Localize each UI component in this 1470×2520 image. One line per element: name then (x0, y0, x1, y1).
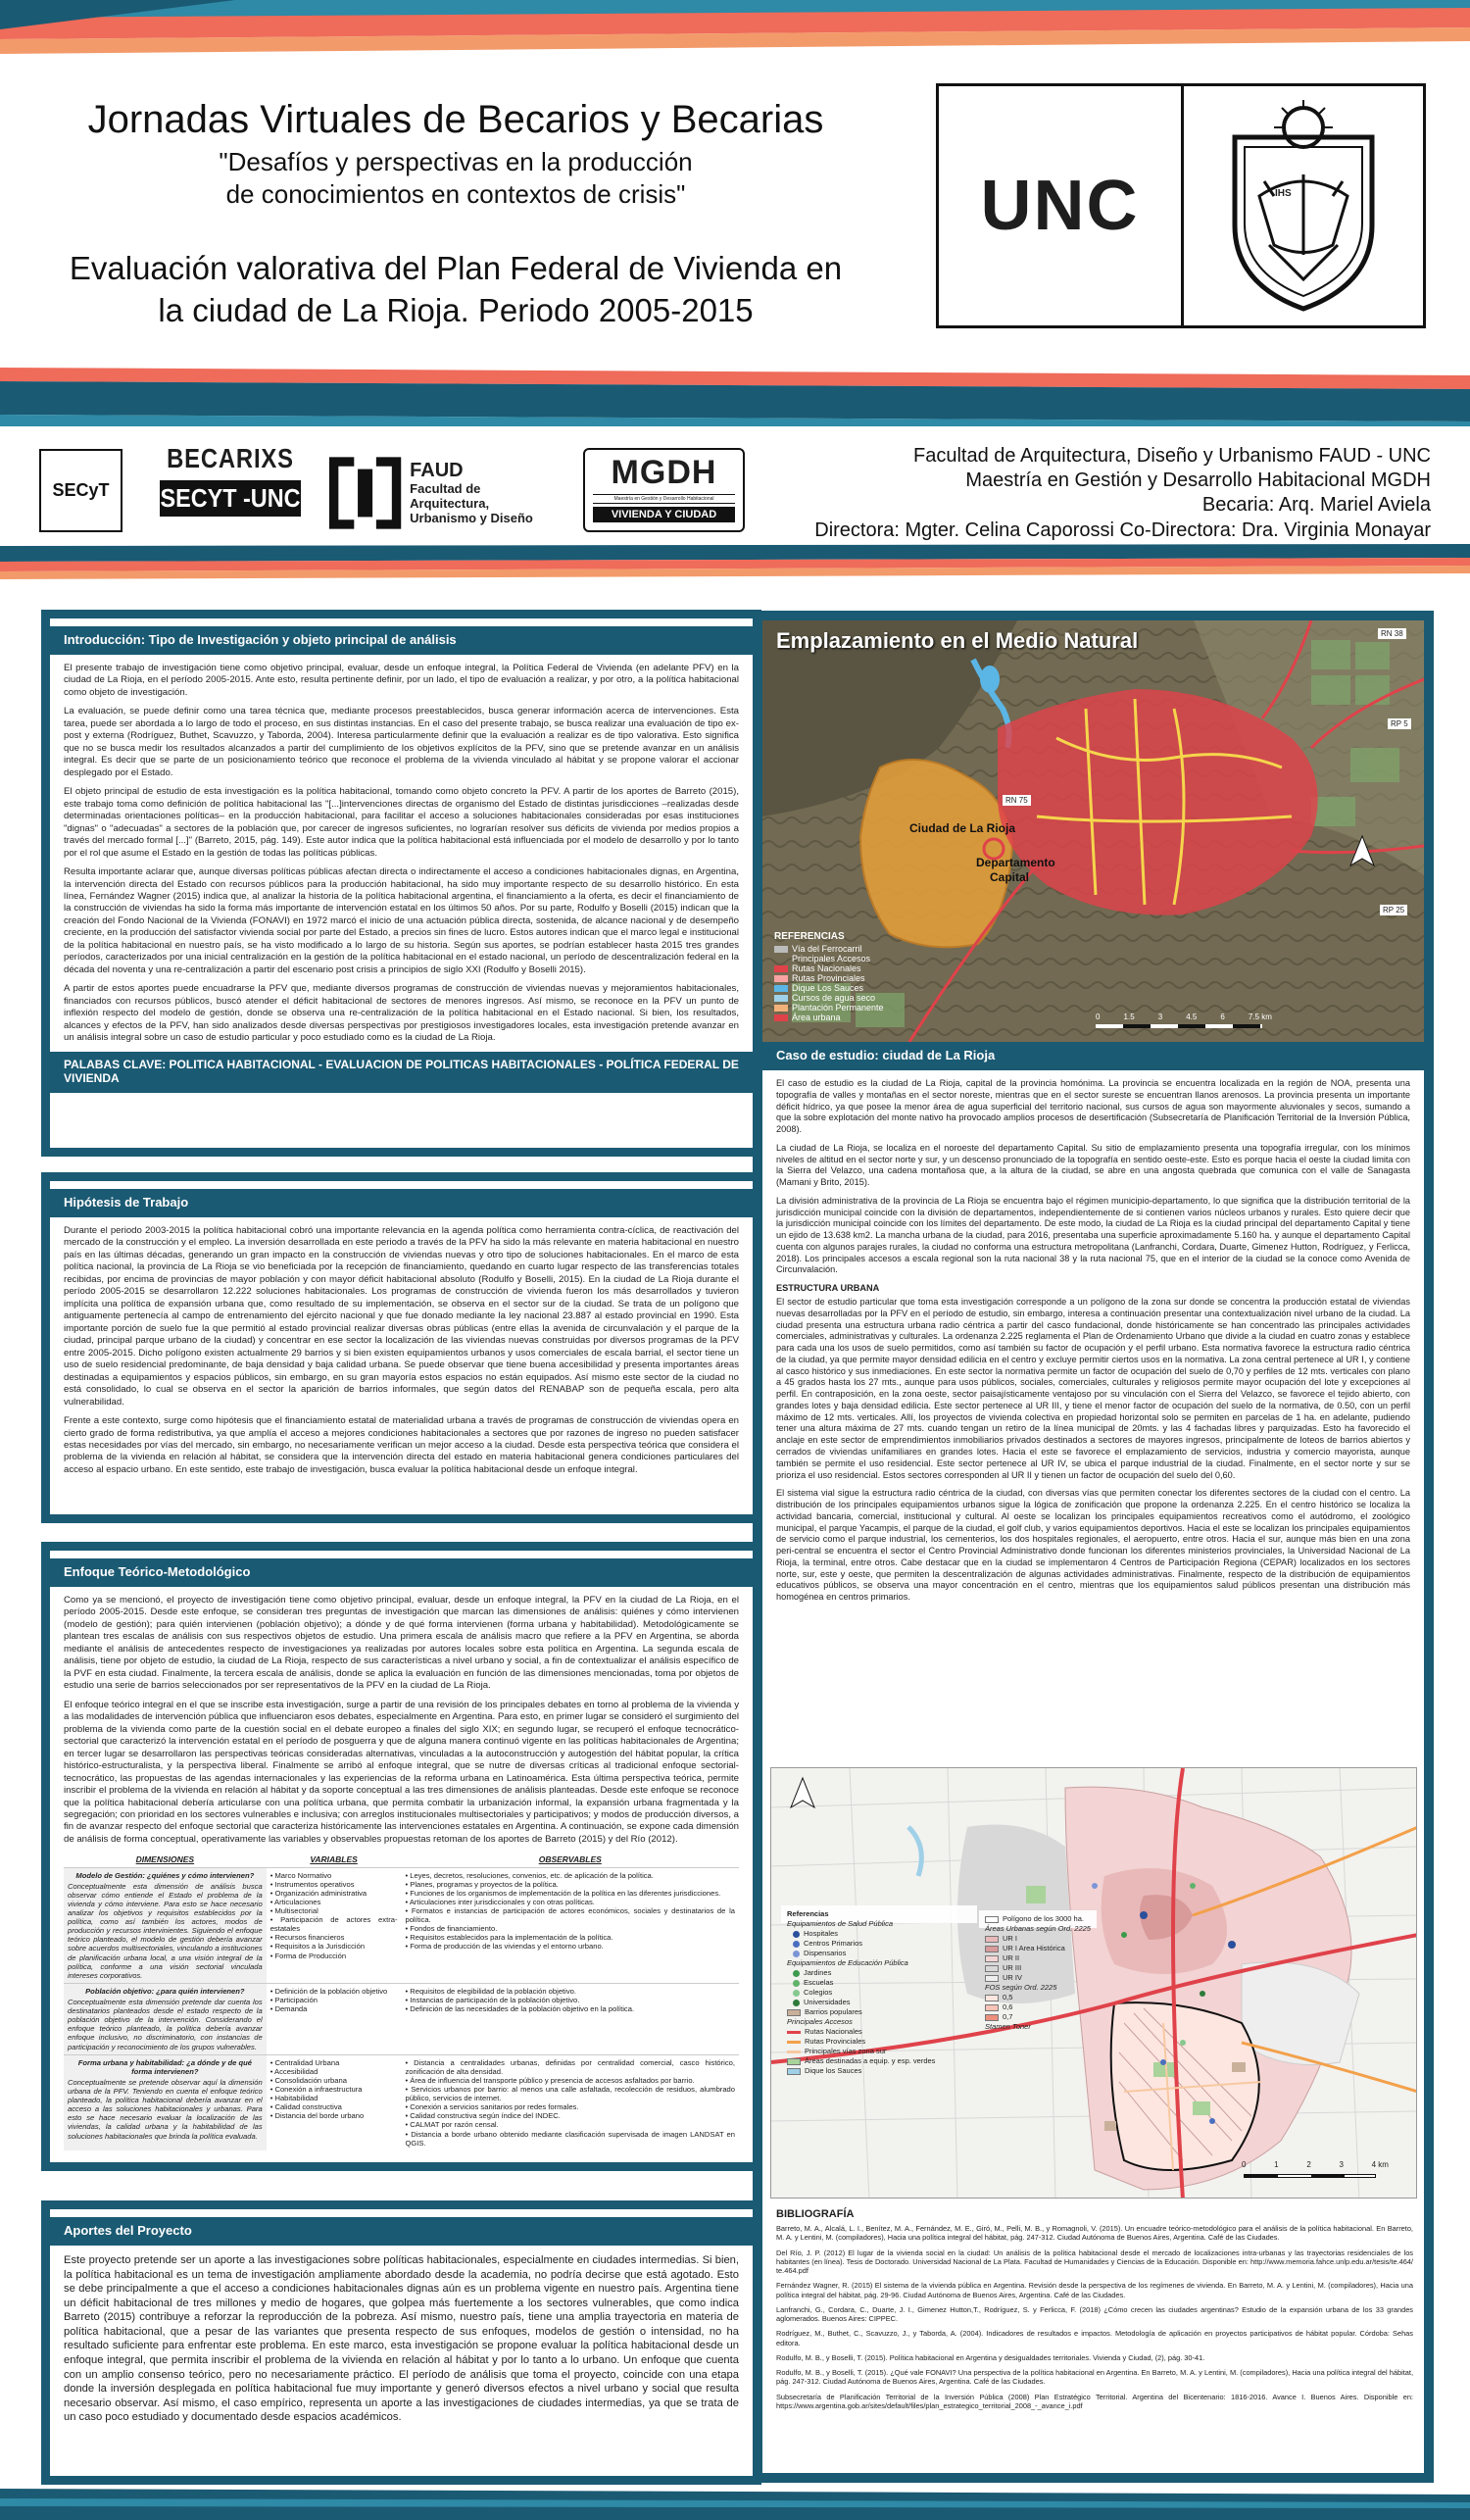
th-variables: VARIABLES (310, 1854, 358, 1865)
bibliography-item: Rodulfo, M. B., y Boselli, T. (2015). ¿Qué vale FONAVI? Una perspectiva de la política habitacional en Argentina. En Barreto, M. A. y Lentini, M. (compiladores), Hacia una política integral del hábitat, pág. 247-312. Ciudad Autónoma de Buenos Aires, Argentina. Café de las Ciudades. (776, 2368, 1413, 2387)
map-urban-structure (770, 1767, 1417, 2199)
dimension-cell (64, 1867, 267, 1983)
legend-swatch (985, 1995, 999, 2001)
map2-legend-item (787, 1909, 971, 1919)
legend-dot-icon (793, 1990, 800, 1997)
map1-legend-item (774, 993, 884, 1003)
dimension-cell (64, 1983, 267, 2054)
legend-label: Universidades (804, 1998, 851, 2006)
map2-legend-item (985, 1944, 1091, 1953)
map2-scale (1242, 2160, 1389, 2169)
scale2-3: 3 (1339, 2160, 1344, 2169)
legend-dot-icon (793, 1941, 800, 1948)
becarixs-top: BECARIXS (167, 443, 294, 473)
map2-legend-item (787, 2056, 971, 2066)
faud-emblem-icon (328, 454, 402, 532)
legend-swatch (985, 1965, 999, 1972)
case-p1: El caso de estudio es la ciudad de La Rioja, capital de la provincia homónima. La provincia se encuentra localizada en la región de NOA, presenta una topografía de valles y montañas en el sector noreste, mientras que en el sector sureste se encuentran llanos arenosos. La provincia presenta un importante déficit hídrico, ya que posee la menor área de agua superficial del territorio nacional, sus cursos de agua son mayormente aluvionales y secos, sumando a que la sobre explotación del monte nativo ha provocado amplios procesos de desertificación (Subsecretaría de Planificación Territorial de la Inversión Pública, 2008). (776, 1078, 1410, 1135)
dept-label-1: Departamento (976, 856, 1055, 869)
legend-label: UR III (1003, 1963, 1022, 1972)
dimension-title: Población objetivo: ¿para quién intervienen? (85, 1986, 245, 1996)
bibliography-item: Del Río, J. P. (2012) El lugar de la vivienda social en la ciudad: Un análisis de la política habitacional desde el mercado de localizaciones intra-urbanas y las trayectorias residenciales de los habitantes (en línea). Tesis de Doctorado. Universidad Nacional de La Plata. Facultad de Humanidades y Ciencias de la Educación. Disponible en: http://www.memoria.fahce.unlp.edu.ar/tesis/te.464/ te.464.pdf (776, 2248, 1413, 2275)
map2-legend-item (985, 1934, 1091, 1944)
legend-label: Rutas Nacionales (805, 2027, 862, 2036)
dept-label-2: Capital (990, 870, 1030, 884)
map2-legend-item (985, 2002, 1091, 2012)
faud-name: FAUD (410, 460, 464, 482)
map2-scale-bar (1244, 2174, 1376, 2178)
dimension-row (64, 2054, 739, 2150)
legend-label: Principales vías zona sur (805, 2047, 887, 2055)
theory-panel (41, 1542, 761, 2171)
scale2-2: 2 (1306, 2160, 1311, 2169)
legend-label: Escuelas (804, 1978, 834, 1987)
faud-sub-2: Urbanismo y Diseño (410, 510, 533, 525)
theory-p2: El enfoque teórico integral en el que se inscribe esta investigación, surge a partir de una revisión de los principales debates en torno al problema de la vivienda y a las modalidades de intervención pública que influenciaron esos debates, especialmente en Argentina. Para esto, en primer lugar se consideró el surgimiento del problema de la vivienda como parte de la cuestión social en el debate europeo a finales del siglo XIX; en segundo lugar, se recuperó el enfoque tecnocrático-sectorial que caracterizó la intervención estatal en el período de posguerra y que de alguna manera continuó vigente en las políticas habitacionales de Argentina; en tercer lugar se desarrollaron las perspectivas teóricas consideradas alternativas, vinculadas a la autoconstrucción y autogestión del hábitat popular, la crítica histórico-estructuralista, y la perspectiva liberal. Finalmente se arribó al enfoque integral, que se nutre de diversas críticas al tradicional enfoque sectorial-tecnocrático, las propuestas de las agendas internacionales y las experiencias de la reforma urbana en Latinoamérica. Esta última perspectiva teórica, permite inscribir el problema de la vivienda en relación al hábitat y da soporte conceptual a las tres dimensiones de análisis planteadas. Desde este enfoque se reconoce que la política habitacional debería articularse con una política urbana, que permita combatir la urbanización informal, la expansión urbana fragmentada y la segregación; con prioridad en los sectores vulnerables e inclusiva; con arreglos institucionales multisectoriales y participativos; y modos de producción diversos, a fin de avanzar respecto del enfoque sectorial que caracteriza históricamente las intervenciones estatales en Argentina. A continuación, se expone cada dimensión de análisis de forma conceptual, operativamente las variables y observables propuestas retoman de los aportes de Barreto (2015) y del Río (2012). (64, 1699, 739, 1845)
hypothesis-panel (41, 1172, 761, 1523)
right-panel (753, 611, 1434, 2483)
legend-label: Equipamientos de Educación Pública (787, 1958, 908, 1967)
legend-swatch (985, 1936, 999, 1943)
case-p2: La ciudad de La Rioja, se localiza en el noroeste del departamento Capital. Su sitio de emplazamiento presenta una topografía irregular, con los mínimos niveles de altitud en el sector norte y sur, y un descenso pronunciado de la topografía en sentido oeste-este. Esto es porque hacia el oeste la ciudad limita con la Sierra del Velazco, una cadena montañosa que, a la altura de la ciudad, se abre en una angosta quebrada que comunica con el valle de Sanagasta (Mamani y Brito, 2015). (776, 1142, 1410, 1188)
map2-legend-item (787, 1968, 971, 1978)
legend-swatch (985, 2004, 999, 2011)
info-line-2: Maestría en Gestión y Desarrollo Habitacional MGDH (965, 469, 1431, 492)
variables-cell: • Definición de la población objetivo • Participación • Demanda (267, 1983, 402, 2054)
legend-label: Referencias (787, 1909, 829, 1918)
dimension-row (64, 1867, 739, 1983)
map2-legend-item (787, 2017, 971, 2027)
map2-legend-item (985, 2012, 1091, 2022)
scale-4: 6 (1220, 1013, 1225, 1021)
mid-decor-bands (0, 368, 1470, 426)
observables-cell: • Distancia a centralidades urbanas, definidas por centralidad comercial, casco histórico, zonificación de alta densidad. • Área de influencia del transporte público y presencia de accesos asfaltados por barrio. • Servicios urbanos por barrio: al menos una calle asfaltada, recolección de residuos, alumbrado público, servicios de internet. • Conexión a servicios sanitarios por redes formales. • Calidad constructiva según índice del INDEC. • CALMAT por razón censal. • Distancia a borde urbano obtenido mediante clasificación supervisada de imagen LANDSAT en QGIS. (401, 2054, 739, 2150)
legend-label: FOS según Ord. 2225 (985, 1983, 1057, 1992)
map2-legend-item (787, 1958, 971, 1968)
scale-3: 4.5 (1186, 1013, 1198, 1021)
intro-p5: A partir de estos aportes puede encuadrarse la PFV que, mediante diversos programas de construcción de viviendas nuevas y mejoramientos habitacionales, financiados con recursos públicos, buscó atender el déficit habitacional de sectores de menores ingresos. Así mismo, se reconoce en la PFV un punto de inflexión respecto del modelo de gestión, donde se observa una re-centralización de la política habitacional en el Estado nacional. Si bien, los resultados, alcances y efectos de la PFV, han sido analizados desde diversas perspectivas por prestigiosos investigadores locales, esta investigación pretende avanzar en un análisis integral sobre un caso de estudio particular y poco estudiado como es la ciudad de La Rioja. (64, 983, 739, 1044)
legend-label: Centros Primarios (804, 1939, 863, 1948)
event-title: Jornadas Virtuales de Becarios y Becarias (87, 98, 824, 141)
mgdh-logo (583, 448, 745, 532)
contributions-title: Aportes del Proyecto (50, 2217, 753, 2246)
legend-label: Jardines (804, 1968, 832, 1977)
map2-legend-item (985, 1963, 1091, 1973)
theory-p1: Como ya se mencionó, el proyecto de investigación tiene como objetivo principal, evaluar, desde un enfoque integral, la PFV en la ciudad de La Rioja, en el período 2005-2015. Desde este enfoque, se consideran tres preguntas de investigación que marcan las dimensiones de análisis: quiénes y cómo intervienen (modelo de gestión); para quién intervienen (población objetivo); a dónde y de qué forma intervienen (forma urbana y habitabilidad). Metodológicamente se plantean tres escalas de análisis con sus respectivos objetos de estudio. Una primera escala de análisis macro que refiere a la PFV en Argentina, se aborda mediante el análisis de antecedentes respecto de investigaciones ya realizadas por autores locales sobre esta política en Argentina. La segunda escala de análisis, tiene por objeto de estudio, la ciudad de La Rioja, respecto de sus características a nivel urbano y social, a fin de contextualizar el análisis específico de la PVF en esta ciudad. Finalmente, la tercera escala de análisis, donde se aplica la evaluación en función de las dimensiones mencionadas, toma por objetos de estudio una serie de barrios seleccionados por ser representativos de la PFV en la ciudad de La Rioja. (64, 1595, 739, 1692)
dimension-cell (64, 2054, 267, 2150)
intro-p3: El objeto principal de estudio de esta investigación es la política habitacional, tomando como objeto concreto la PFV. A partir de los aportes de Barreto (2015), este trabajo toma como definición de política habitacional las "[...]intervenciones directas de organismo del Estado de distintas jurisdicciones –realizadas desde determinadas orientaciones políticas– en la producción habitacional, para facilitar el acceso a soluciones habitacionales consideradas por esas instituciones "dignas" o "adecuadas" a sectores de la población que, por carecer de ingresos suficientes, no lograrían resolver sus déficits de vivienda por medios propios a través del mercado formal [...]" (Barreto, 2015, pág. 149). Este autor indica que la política habitacional está influenciada por el modelo de desarrollo y por lo tanto por el rol que asume el Estado en la gestión de todas las políticas públicas. (64, 786, 739, 859)
legend-label: Dispensarios (804, 1949, 847, 1957)
scale-2: 3 (1157, 1013, 1163, 1021)
bibliography-item: Lanfranchi, G., Cordara, C., Duarte, J. I., Gimenez Hutton,T., Rodríguez, S. y Ferlicca, F. (2018) ¿Cómo crecen las ciudades argentinas? Estudio de la expansión urbana de los 33 grandes aglomerados. Buenos Aires: CIPPEC. (776, 2304, 1413, 2323)
legend-label: UR I (1003, 1934, 1017, 1943)
contributions-p1: Este proyecto pretende ser un aporte a las investigaciones sobre políticas habitacionales, especialmente en ciudades intermedias. Si bien, la política habitacional es un tema de investigación ampliamente abordado desde la academia, no podría decirse que está agotado. Esto se debe principalmente a que el acceso a condiciones habitacionales dignas aún es un problema vigente en nuestro país. Argentina tiene un déficit habitacional de tres millones y medio de hogares, que golpea más fuertemente a los sectores vulnerables, que como indica Barreto (2015) contribuye a reforzar la reproducción de la pobreza. Así mismo, nuestro país, tiene una amplia trayectoria en materia de política habitacional, que a pesar de las variantes que presenta respecto de sus enfoques, modelos de gestión o intensidad, no ha resultado suficiente para enfrentar este problema. En este marco, esta investigación se propone evaluar la política habitacional desde un enfoque integral, que permita inscribir el problema de la vivienda en relación al hábitat y por lo tanto a lo urbano. Un enfoque que cuenta con un amplio consenso teórico, pero no necesariamente práctico. El período de análisis que toma el proyecto, coincide con una etapa donde la inversión desplegada en política habitacional fue muy importante y generó diversos efectos a nivel urbano y social que resulta necesario observar. Así mismo, el caso empírico, representa un aporte a las investigaciones de ciudades intermedias, ya que se trata de un caso poco estudiado y documentado desde espacios académicos. (64, 2254, 739, 2424)
bibliography-title: BIBLIOGRAFÍA (776, 2208, 855, 2220)
legend-label: Equipamientos de Salud Pública (787, 1919, 893, 1928)
unc-logo-block (936, 83, 1426, 328)
legend-swatch (985, 1946, 999, 1952)
intro-p1: El presente trabajo de investigación tiene como objetivo principal, evaluar, desde un enfoque integral, la Política Federal de Vivienda (en adelante PFV) en la ciudad de La Rioja, en el período 2005-2015. Ante esto, resulta pertinente definir, por un lado, el tipo de evaluación a realizar, y por otro, a la política habitacional como objeto de investigación. (64, 663, 739, 698)
scale-0: 0 (1096, 1013, 1101, 1021)
bibliography-item: Fernández Wagner, R. (2015) El sistema de la vivienda pública en Argentina. Revisión desde la perspectiva de los regímenes de vivienda. En Barreto, M. A. y Lentini, M. (compiladores), Hacia una política integral del hábitat, pág. 29-96. Ciudad Autónoma de Buenos Aires, Argentina. Café de las Ciudades. (776, 2281, 1413, 2299)
seal-icon (1205, 98, 1401, 314)
map2-legend-item (985, 1973, 1091, 1983)
map2-legend-left (781, 1905, 977, 2075)
mgdh-fine: Maestría en Gestión y Desarrollo Habitacional (593, 494, 735, 504)
observables-cell: • Requisitos de elegibilidad de la población objetivo. • Instancias de participación de la población objetivo. • Definición de las necesidades de la población objetivo en la política. (401, 1983, 739, 2054)
legend-label: UR IV (1003, 1973, 1023, 1982)
dimension-title: Forma urbana y habitabilidad: ¿a dónde y de qué forma intervienen? (77, 2057, 252, 2076)
intro-p2: La evaluación, se puede definir como una tarea técnica que, mediante procesos preestablecidos, busca generar información acerca de intervenciones. Esta tarea, puede ser abordada a lo largo de todo el proceso, en sus distintas instancias. En el caso del presente trabajo, se busca realizar una evaluación de tipo ex-post y externa (Rodríguez, Buthet, Scavuzzo, y Taborda, 2004). Interesa particularmente definir que la evaluación a realizar es de tipo valorativa. Esto significa que no se busca medir los resultados alcanzados a partir del cumplimiento de los objetivos explícitos de la PFV, sino que se pretende avanzar en un análisis integral. Es decir que se parte de un posicionamiento teórico que reconoce el problema de la vivienda vinculado al hábitat y se propone valorar el accionar desplegado por el Estado. (64, 706, 739, 778)
map2-legend-item (787, 1978, 971, 1988)
intro-title: Introducción: Tipo de Investigación y objeto principal de análisis (50, 626, 753, 655)
legend-line-icon (787, 2041, 801, 2044)
map1-legend-item (774, 954, 884, 964)
info-line-1: Facultad de Arquitectura, Diseño y Urbanismo FAUD - UNC (913, 445, 1431, 467)
legend-label: Stamen Toner (985, 2022, 1031, 2031)
hypothesis-p1: Durante el periodo 2003-2015 la política habitacional cobró una importante relevancia en la agenda política como herramienta contra-cíclica, de reactivación del mercado de la construcción y el empleo. La inversión desarrollada en este periodo a través de la PFV ha sido la más relevante en materia habitacional en nuestro país en las últimas décadas, generando un gran impacto en la construcción de viviendas nuevas y otro tipo de soluciones habitacionales. En el marco de esta política nacional, la provincia de La Rioja se vio beneficiada por la recepción de financiamiento, quedando en cuarto lugar respecto de las transferencias totales recibidas, por encima de provincias de mayor población y con mayor déficit habitacional absoluto (Rodulfo y Boselli, 2015). En la ciudad de La Rioja durante el período 2005-2015 se desarrollaron 12.222 soluciones habitacionales. Los programas de construcción de vivienda fueron los más desarrollados y tuvieron implícita una política de expansión urbana que, como resultado de su implementación, se observa en el sector sur de la ciudad. Se trata de un polígono que antiguamente pertenecía al campo de entrenamiento del ejército nacional y que fue donado mediante la ley nacional 23.887 al estado provincial en 1990. Esta importante porción de suelo fue la que permitió al estado provincial realizar diversas obras públicas (entre ellas la avenida de circunvalación y el parque de la ciudad, principal parque urbano de la ciudad) y concentrar en ese sector la localización de las viviendas nuevas construidas por diversos programas de la PFV entre 2005-2015. Dicho polígono existen actualmente 29 barrios y si bien existen equipamientos urbanos y usos comerciales de escala barrial, el sector tiene un uso de suelo residencial predominante, de baja densidad y baja calidad urbana. Se puede observar que tiene buena accesibilidad y presenta importantes áreas destinadas a equipamientos y espacios públicos, sin embargo, en su gran mayoría estos espacios no están equipados. Así mismo este sector de la ciudad no está consolidado, lo cual se observa en el sector la aparición de barrios informales, que según datos del RENABAP son de pequeña escala, pero alta vulnerabilidad. (64, 1225, 739, 1408)
case-section (762, 1042, 1424, 1610)
top-decor-bands (0, 0, 1470, 69)
hypothesis-p2: Frente a este contexto, surge como hipótesis que el financiamiento estatal de materialidad urbana a través de programas de construcción de viviendas opera en cierto grado de forma redistributiva, ya que amplía el acceso a mejores condiciones habitacionales a sectores que por razones de ingreso no pueden satisfacer estas necesidades por vías del mercado, sin embargo, no necesariamente verifican un mejor acceso a la ciudad. Desde esta perspectiva teórica que considera el problema de la vivienda en relación al hábitat, se considera que la intervención directa del estado en materia habitacional genera condiciones particulares del acceso al espacio urbano. En este sentido, este trabajo de investigación, busca evaluar la política habitacional desde un enfoque integral. (64, 1415, 739, 1475)
contributions-panel (41, 2200, 761, 2485)
intro-panel (41, 610, 761, 1157)
legend-label: 0,5 (1003, 1993, 1013, 2001)
map2-legend-item (787, 1988, 971, 1998)
scale-1: 1.5 (1123, 1013, 1135, 1021)
intro-keywords: PALABAS CLAVE: POLITICA HABITACIONAL - EVALUACION DE POLITICAS HABITACIONALES - POLÍTICA FEDERAL DE VIVIENDA (50, 1052, 753, 1093)
route-rp25: RP 25 (1380, 905, 1407, 915)
map1-legend-item (774, 973, 884, 983)
map2-legend-item (985, 1924, 1091, 1934)
legend-label: Hospitales (804, 1929, 839, 1938)
map2-legend-item (787, 2027, 971, 2037)
case-p5: El sistema vial sigue la estructura radio céntrica de la ciudad, con diversas vías que permiten conectar los diferentes sectores de la ciudad con el centro. La distribución de los principales equipamientos urbanos sigue la lógica de zonificación que propone la ordenanza 2.225. En el centro histórico se localiza la actividad bancaria, comercial, institucional y cultural. Al oeste se localizan los principales equipamientos recreativos como el autódromo, el zoológico municipal, el parque Yacampis, el parque de la ciudad, el golf club, y varios equipamientos deportivos. Hacia el este se localizan los principales equipamientos de servicio como el parque industrial, los cementerios, los dos hospitales regionales, el aeropuerto, entre otros. Hacia el sur, aunque más bien en una zona peri-central se encuentra el sector el Centro Provincial Administrativo donde funcionan los diferentes ministerios provinciales, la Universidad Nacional de La Rioja, la terminal, entre otros. Cabe destacar que en la ciudad se implementaron 4 Centros de Participación Regiona (CEPAR) localizados en los sectores norte, sur, este y oeste, que permiten la descentralización de algunas actividades administrativas. Finalmente, respecto de la distribución de equipamientos educativos públicos, se observa una mayor concentración en el centro, mientras que los equipamientos salud públicos presentan una distribución más homogénea en centros primarios. (776, 1488, 1410, 1603)
legend-dot-icon (793, 1951, 800, 1957)
legend-label: Cursos de agua seco (792, 993, 876, 1003)
observables-cell: • Leyes, decretos, resoluciones, convenios, etc. de aplicación de la política. • Planes, programas y proyectos de la política. • Funciones de los organismos de implementación de la política en las diferentes jurisdicciones. • Articulaciones inter jurisdiccionales y con otras políticas. • Formatos e instancias de participación de actores económicos, sociales y destinatarios de la política. • Fondos de financiamiento. • Requisitos establecidos para la implementación de la política. • Forma de producción de las viviendas y el entorno urbano. (401, 1867, 739, 1983)
legend-label: Vía del Ferrocarril (792, 944, 862, 954)
map1-scale (1096, 1013, 1272, 1021)
event-subtitle-1: "Desafíos y perspectivas en la producción (219, 147, 693, 176)
legend-swatch (774, 1005, 788, 1012)
legend-line-icon (787, 2031, 801, 2034)
legend-swatch (985, 1916, 999, 1923)
th-observables: OBSERVABLES (538, 1854, 602, 1865)
legend-dot-icon (793, 2000, 800, 2006)
scale2-1: 1 (1274, 2160, 1279, 2169)
map2-legend-item (985, 1953, 1091, 1963)
legend-swatch (774, 946, 788, 953)
legend-spacer (774, 956, 788, 963)
legend-label: Principales Accesos (787, 2017, 853, 2026)
map2-legend-item (985, 1993, 1091, 2002)
dimensions-table (64, 1853, 739, 2149)
dimension-text: Conceptualmente se pretende observar aquí la dimensión urbana de la PFV. Teniendo en cuenta el enfoque teórico planteado, la política habitacional debería avanzar en el acceso a las soluciones habitacionales y urbanas. Para esto se hace necesario evaluar la localización de las viviendas, la calidad urbana y la habitabilidad de las soluciones habitacionales que brinda la política evaluada. (68, 2077, 263, 2141)
map2-legend-item (985, 1914, 1091, 1924)
becarixs-logo (152, 443, 309, 536)
bibliography-item: Subsecretaría de Planificación Territorial de la Inversión Pública (2008) Plan Estratégico Territorial. Argentina del Bicentenario: 1816-2016. Avance I. Buenos Aires. Disponible en: https://www.argentina.gob.ar/sites/default/files/plan_estrategico_territorial_2008_-_avance_i.pdf (776, 2392, 1413, 2410)
seal-text: IHS (1275, 188, 1292, 199)
legend-label: UR I Area Histórica (1003, 1944, 1065, 1952)
map2-legend-right (979, 1910, 1097, 2031)
legend-label: Rutas Provinciales (805, 2037, 866, 2046)
scale2-0: 0 (1242, 2160, 1247, 2169)
th-dimensions: DIMENSIONES (135, 1854, 195, 1865)
map1-legend-item (774, 1003, 884, 1013)
project-title-1: Evaluación valorativa del Plan Federal de Vivienda en (69, 250, 843, 286)
mgdh-wordmark: MGDH (611, 454, 717, 491)
info-line-3: Becaria: Arq. Mariel Aviela (1201, 494, 1431, 517)
scale-5: 7.5 km (1248, 1013, 1272, 1021)
city-label: Ciudad de La Rioja (909, 821, 1016, 835)
legend-label: Rutas Provinciales (792, 973, 865, 983)
dimension-text: Conceptualmente esta dimensión de análisis busca observar cómo entiende el Estado el problema de la vivienda y cómo interviene. Para esto se hace necesario analizar los objetivos y requisitos establecidos por la política, como así también los actores, modos de producción y recursos intervinientes. Siguiendo el enfoque teórico planteado, el modelo de gestión debería avanzar sobre acuerdos multisectoriales, vinculando a instituciones de planificación urbana local, a una visión integral de la política, conforme a una visión sectorial vinculada intereses corporativos. (68, 1881, 263, 1980)
case-p4: El sector de estudio particular que toma esta investigación corresponde a un polígono de la zona sur donde se concentra la producción estatal de viviendas nuevas desarrolladas por la PFV en el período de estudio, sin embargo, interesa a continuación presentar una contextualización nivel urbano de la ciudad. La ciudad presenta una estructura urbana radio céntrica a partir del casco fundacional, donde históricamente se han concentrado las principales actividades comerciales, administrativas y culturales. La ordenanza 2.225 reglamenta el Plan de Ordenamiento Urbano que divide a la ciudad en cuatro zonas y establece para cada una los usos de suelo permitidos, como así también su factor de ocupación y el perfil urbano. Esta normativa favorece la estructura radio céntrica de la ciudad, ya que permite mayor densidad edilicia en el centro y excluye permitir ciertos usos en la normativa. La zona central pertenece al UR I, y contiene al casco histórico y sus inmediaciones. En este sector la normativa permite un factor de ocupación del suelo de 0,70 y perfiles de 12 mts. verticales con plano a 45 grados hasta los 27 mts., aunque para usos públicos, sociales, comerciales, culturales y religiosos permite mayor ocupación del lote y excepciones al perfil. En contraposición, en la zona oeste, sector paisajísticamente ventajoso por su vinculación con el Sierra del Velazco, se favorece el tejido abierto, con grandes lotes y baja densidad edilicia. Este sector pertenece al UR III, y tiene el menor factor de ocupación del suelo de la normativa, de 0.50, con un perfil máximo de 12 mts. verticales. Allí, los proyectos de vivienda colectiva en propiedad horizontal solo se permiten en parcelas de 1 ha. en adelante, pudiendo tener una altura máxima de 27 mts. cuando tengan un retiro de la línea municipal de 20mts. y las 4 fachadas libres y parquizadas. Esto ha favorecido el anclaje en este sector de emprendimientos inmobiliarios privados destinados a sectores de mayores ingresos, principalmente de loteos de barrios abiertos y cerrados de viviendas unifamiliares en grandes lotes. Hacia el este se favorece el emplazamiento de servicios, industria y comercio mayorista, aunque también se permite el uso residencial. Este sector pertenece al UR IV, se ubica el parque industrial de la ciudad. Finalmente, en el sector norte y sur se prioriza el uso residencial. Estos sectores corresponden al UR II y tienen un factor de ocupación del suelo del 0,60. (776, 1297, 1410, 1480)
map1-legend-item (774, 964, 884, 973)
map2-legend-item (985, 1983, 1091, 1993)
map2-legend-item (985, 2022, 1091, 2032)
legend-label: Área urbana (792, 1013, 841, 1022)
faud-logo (328, 449, 554, 537)
route-rn38: RN 38 (1378, 628, 1406, 639)
case-p3: La división administrativa de la provincia de La Rioja se encuentra bajo el régimen municipio-departamento, lo que significa que la distribución territorial de la jurisdicción municipal coincide con la división de departamentos, independientemente de si contienen varios núcleos urbanos y rurales. Esto quiere decir que la jurisdicción municipal coincide con los límites del departamento. De este modo, la ciudad de La Rioja es la ciudad principal del departamento Capital y tiene un ejido de 13.638 km2. La mancha urbana de la ciudad, para 2016, presentaba una superficie aproximadamente 5.160 ha. y aunque el departamento Capital cuenta con algunos parajes rurales, la ciudad no conforma una estructura metropolitana (Lanfranchi, Cordara, Duarte, Gimenez Hutton, Rodríguez, y Ferlicca, 2018). Los principales accesos a escala regional son la ruta nacional 38 y la ruta nacional 75, que en el interior de la ciudad se la conoce como Avenida de Circunvalación. (776, 1195, 1410, 1275)
map1-legend-title: REFERENCIAS (774, 931, 845, 942)
scale2-4: 4 km (1371, 2160, 1389, 2169)
map1-legend (774, 931, 884, 1022)
legend-swatch (985, 1975, 999, 1982)
legend-line-icon (787, 2051, 801, 2053)
map1-scale-bar (1096, 1024, 1262, 1028)
faud-sub-1: Facultad de Arquitectura, (410, 481, 490, 512)
dimension-title: Modelo de Gestión: ¿quiénes y cómo intervienen? (75, 1870, 255, 1880)
map2-legend-item (787, 1919, 971, 1929)
map1-title: Emplazamiento en el Medio Natural (776, 628, 1139, 653)
info-block (774, 444, 1431, 543)
legend-label: Áreas Urbanas según Ord. 2225 (985, 1924, 1091, 1933)
legend-dot-icon (793, 1980, 800, 1987)
bibliography-item: Rodulfo, M. B., y Boselli, T. (2015). Política habitacional en Argentina y desigualdades territoriales. Vivienda y Ciudad, (2), pág. 30-41. (776, 2352, 1205, 2362)
legend-label: Principales Accesos (792, 954, 871, 964)
bottom-decor-bands (0, 2489, 1470, 2520)
legend-label: Dique los Sauces (805, 2066, 862, 2075)
map2-legend-item (787, 1949, 971, 1958)
map2-legend-item (787, 2047, 971, 2056)
legend-label: Plantación Permanente (792, 1003, 884, 1013)
bibliography-item: Barreto, M. A., Alcalá, L. I., Benítez, M. A., Fernández, M. E., Giró, M., Pelli, M. B., y Romagnoli, V. (2015). Un encuadre teórico-metodológico para el análisis de la política habitacional. En Barreto, M. A. y Lentini, M. (compiladores), Hacia una política integral del hábitat, pág. 247-312. Ciudad Autónoma de Buenos Aires, Argentina. Café de las Ciudades. (776, 2224, 1413, 2243)
project-title-2: la ciudad de La Rioja. Periodo 2005-2015 (158, 292, 754, 328)
unc-seal (1184, 86, 1423, 325)
theory-title: Enfoque Teórico-Metodológico (50, 1558, 753, 1587)
legend-label: Polígono de los 3000 ha. (1003, 1914, 1084, 1923)
legend-label: 0,7 (1003, 2012, 1013, 2021)
map2-legend-item (787, 1998, 971, 2007)
legend-swatch (985, 1955, 999, 1962)
map2-legend-item (787, 1929, 971, 1939)
sub-decor-bands (0, 544, 1470, 583)
legend-dot-icon (793, 1970, 800, 1977)
legend-swatch (787, 2058, 801, 2065)
legend-swatch (774, 985, 788, 992)
legend-label: Barrios populares (805, 2007, 862, 2016)
dimension-row (64, 1983, 739, 2054)
case-title: Caso de estudio: ciudad de La Rioja (762, 1042, 1424, 1070)
map2-legend-item (787, 1939, 971, 1949)
legend-swatch (774, 975, 788, 982)
route-rp5: RP 5 (1388, 718, 1411, 729)
bibliography (776, 2208, 1413, 2416)
legend-label: UR II (1003, 1953, 1020, 1962)
info-line-4: Directora: Mgter. Celina Caporossi Co-Directora: Dra. Virginia Monayar (814, 519, 1431, 541)
legend-label: 0,6 (1003, 2002, 1013, 2011)
dimension-text: Conceptualmente esta dimensión pretende dar cuenta los destinatarios planteados desde el estado respecto de la población objetivo de la intervención. Considerando el enfoque teórico planteado, la política debería avanzar enfoque inclusivo, no discriminatorio, con instancias de participación y reconocimiento de los grupos vulnerables. (68, 1997, 263, 2051)
becarixs-bottom: SECYT -UNC (160, 480, 301, 517)
secyt-logo: SECyT (39, 449, 122, 532)
legend-swatch (774, 1014, 788, 1021)
map1-legend-item (774, 1013, 884, 1022)
legend-label: Colegios (804, 1988, 833, 1997)
bibliography-item: Rodríguez, M., Buthet, C., Scavuzzo, J., y Taborda, A. (2004). Indicadores de resultados e impactos. Metodología de aplicación en proyectos participativos de hábitat popular. Córdoba: Sehas editora. (776, 2329, 1413, 2347)
legend-label: Dique Los Sauces (792, 983, 864, 993)
map1-legend-item (774, 944, 884, 954)
case-struct-heading: ESTRUCTURA URBANA (776, 1283, 880, 1294)
map2-legend-item (787, 2037, 971, 2047)
variables-cell: • Marco Normativo • Instrumentos operativos • Organización administrativa • Articulaciones • Multisectorial • Participación de actores extra-estatales • Recursos financieros • Requisitos a la Jurisdicción • Forma de Producción (267, 1867, 402, 1983)
route-rn75: RN 75 (1003, 795, 1031, 806)
legend-swatch (774, 965, 788, 972)
legend-dot-icon (793, 1931, 800, 1938)
event-subtitle-2: de conocimientos en contextos de crisis" (225, 179, 686, 209)
legend-swatch (774, 995, 788, 1002)
legend-label: Rutas Nacionales (792, 964, 861, 973)
legend-swatch (985, 2014, 999, 2021)
variables-cell: • Centralidad Urbana • Accesibilidad • Consolidación urbana • Conexión a infraestructura • Habitabilidad • Calidad constructiva • Distancia del borde urbano (267, 2054, 402, 2150)
map1-legend-item (774, 983, 884, 993)
map2-legend-item (787, 2066, 971, 2076)
mgdh-bottom: VIVIENDA Y CIUDAD (593, 507, 735, 522)
hypothesis-title: Hipótesis de Trabajo (50, 1189, 753, 1217)
legend-swatch (787, 2009, 801, 2016)
legend-label: Áreas destinadas a equip. y esp. verdes (805, 2056, 936, 2065)
map-natural-setting (762, 620, 1424, 1042)
legend-swatch (787, 2068, 801, 2075)
intro-p4: Resulta importante aclarar que, aunque diversas políticas públicas afectan directa o indirectamente el acceso a condiciones habitacionales dignas, en Argentina, la intervención directa del Estado con recursos públicos para la producción habitacional, ha sido muy importante respecto de su desarrollo histórico. En esta línea, Fernández Wagner (2015) indica que, al analizar la historia de la política habitacional argentina, el financiamiento a la oferta, es decir el financiamiento de la construcción de viviendas ha sido la forma más importante de intervención estatal en los últimos 50 años. Por su parte, Rodulfo y Boselli (2015) indican que la creación del Fondo Nacional de la Vivienda (FONAVI) en 1972 marcó el inicio de una actuación pública directa, sostenida, de alcance nacional y de desempeño creciente, en la producción del satisfactor vivienda social por parte del Estado, a precios sin fines de lucro. Estos autores indican que el marco legal e institucional de la política habitacional en nuestro país, se ha visto modificado a lo largo de su historia. Según sus aportes, se podrían establecer hasta 2015 tres grandes períodos, caracterizados por una inicial centralización en la gestión de la política habitacional en el estado nacional, un período de descentralización federal en la década del noventa y una re-centralización a partir del escenario post crisis a principios de siglo XXI (Rodulfo y Boselli 2015). (64, 866, 739, 975)
unc-wordmark: UNC (939, 86, 1184, 325)
map2-legend-item (787, 2007, 971, 2017)
